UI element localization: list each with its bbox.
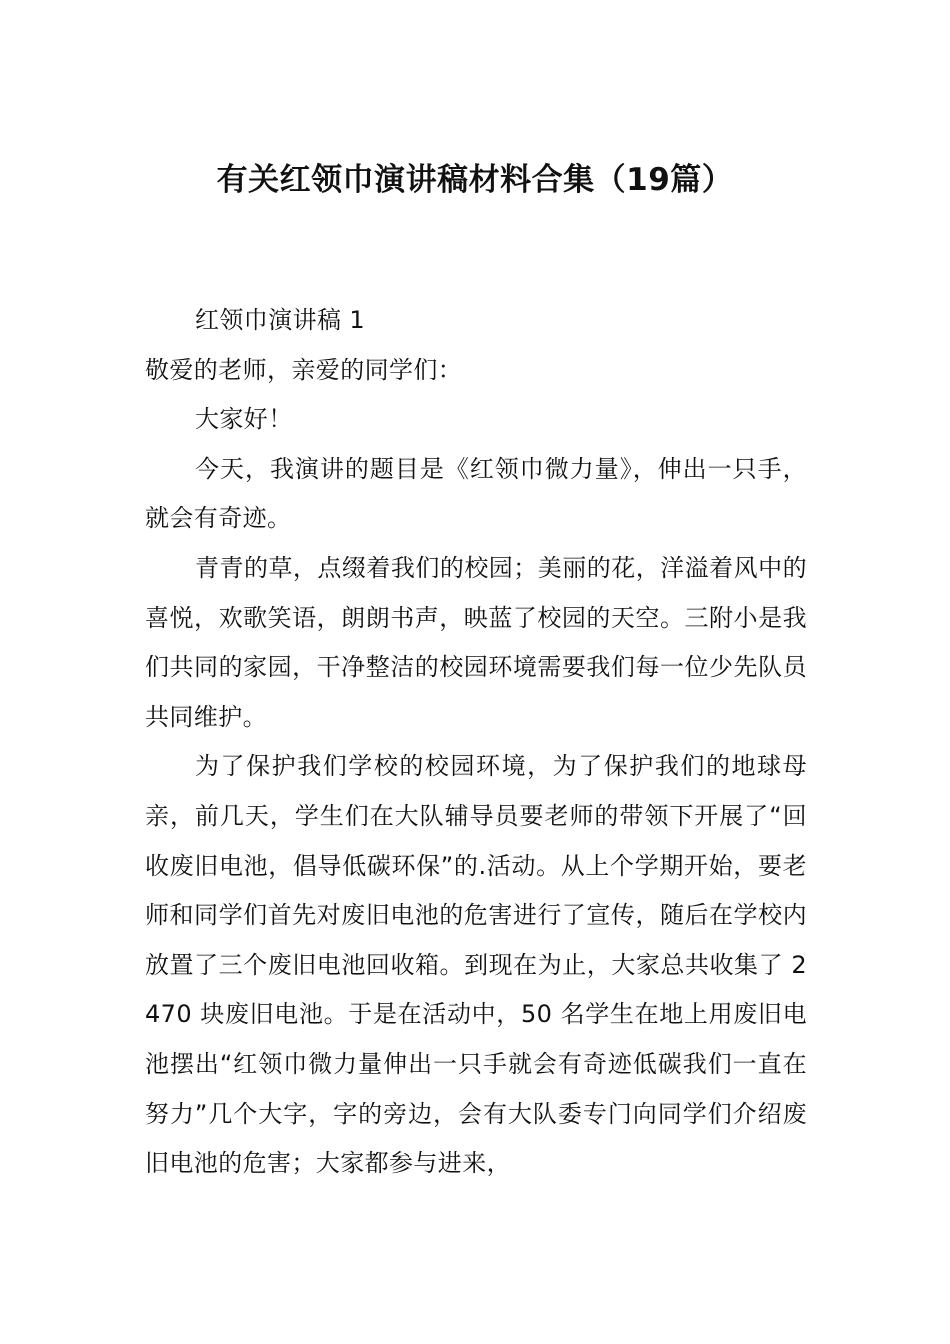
greeting: 大家好！ xyxy=(195,405,293,434)
paragraph-campus: 青青的草，点缀着我们的校园；美丽的花，洋溢着风中的喜悦，欢歌笑语，朗朗书声，映蓝了校园的天空。三附小是我们共同的家园，干净整洁的校园环境需要我们每一位少先队员共同维护。 xyxy=(145,553,807,731)
document-body xyxy=(145,296,807,1189)
paragraph-topic: 今天，我演讲的题目是《红领巾微力量》，伸出一只手，就会有奇迹。 xyxy=(145,454,807,533)
paragraph-activity: 为了保护我们学校的校园环境，为了保护我们的地球母亲，前几天，学生们在大队辅导员要老师的带领下开展了“回收废旧电池，倡导低碳环保”的.活动。从上个学期开始，要老师和同学们首先对废旧电池的危害进行了宣传，随后在学校内放置了三个废旧电池回收箱。到现在为止，大家总共收集了 2470 块废旧电池。于是在活动中，50 名学生在地上用废旧电池摆出“红领巾微力量伸出一只手就会有奇迹低碳我们一直在努力”几个大字，字的旁边，会有大队委专门向同学们介绍废旧电池的危害；大家都参与进来， xyxy=(145,752,807,1178)
document-title: 有关红领巾演讲稿材料合集（19篇） xyxy=(216,162,734,198)
section-heading: 红领巾演讲稿 1 xyxy=(195,306,366,334)
salutation: 敬爱的老师，亲爱的同学们： xyxy=(145,355,463,384)
